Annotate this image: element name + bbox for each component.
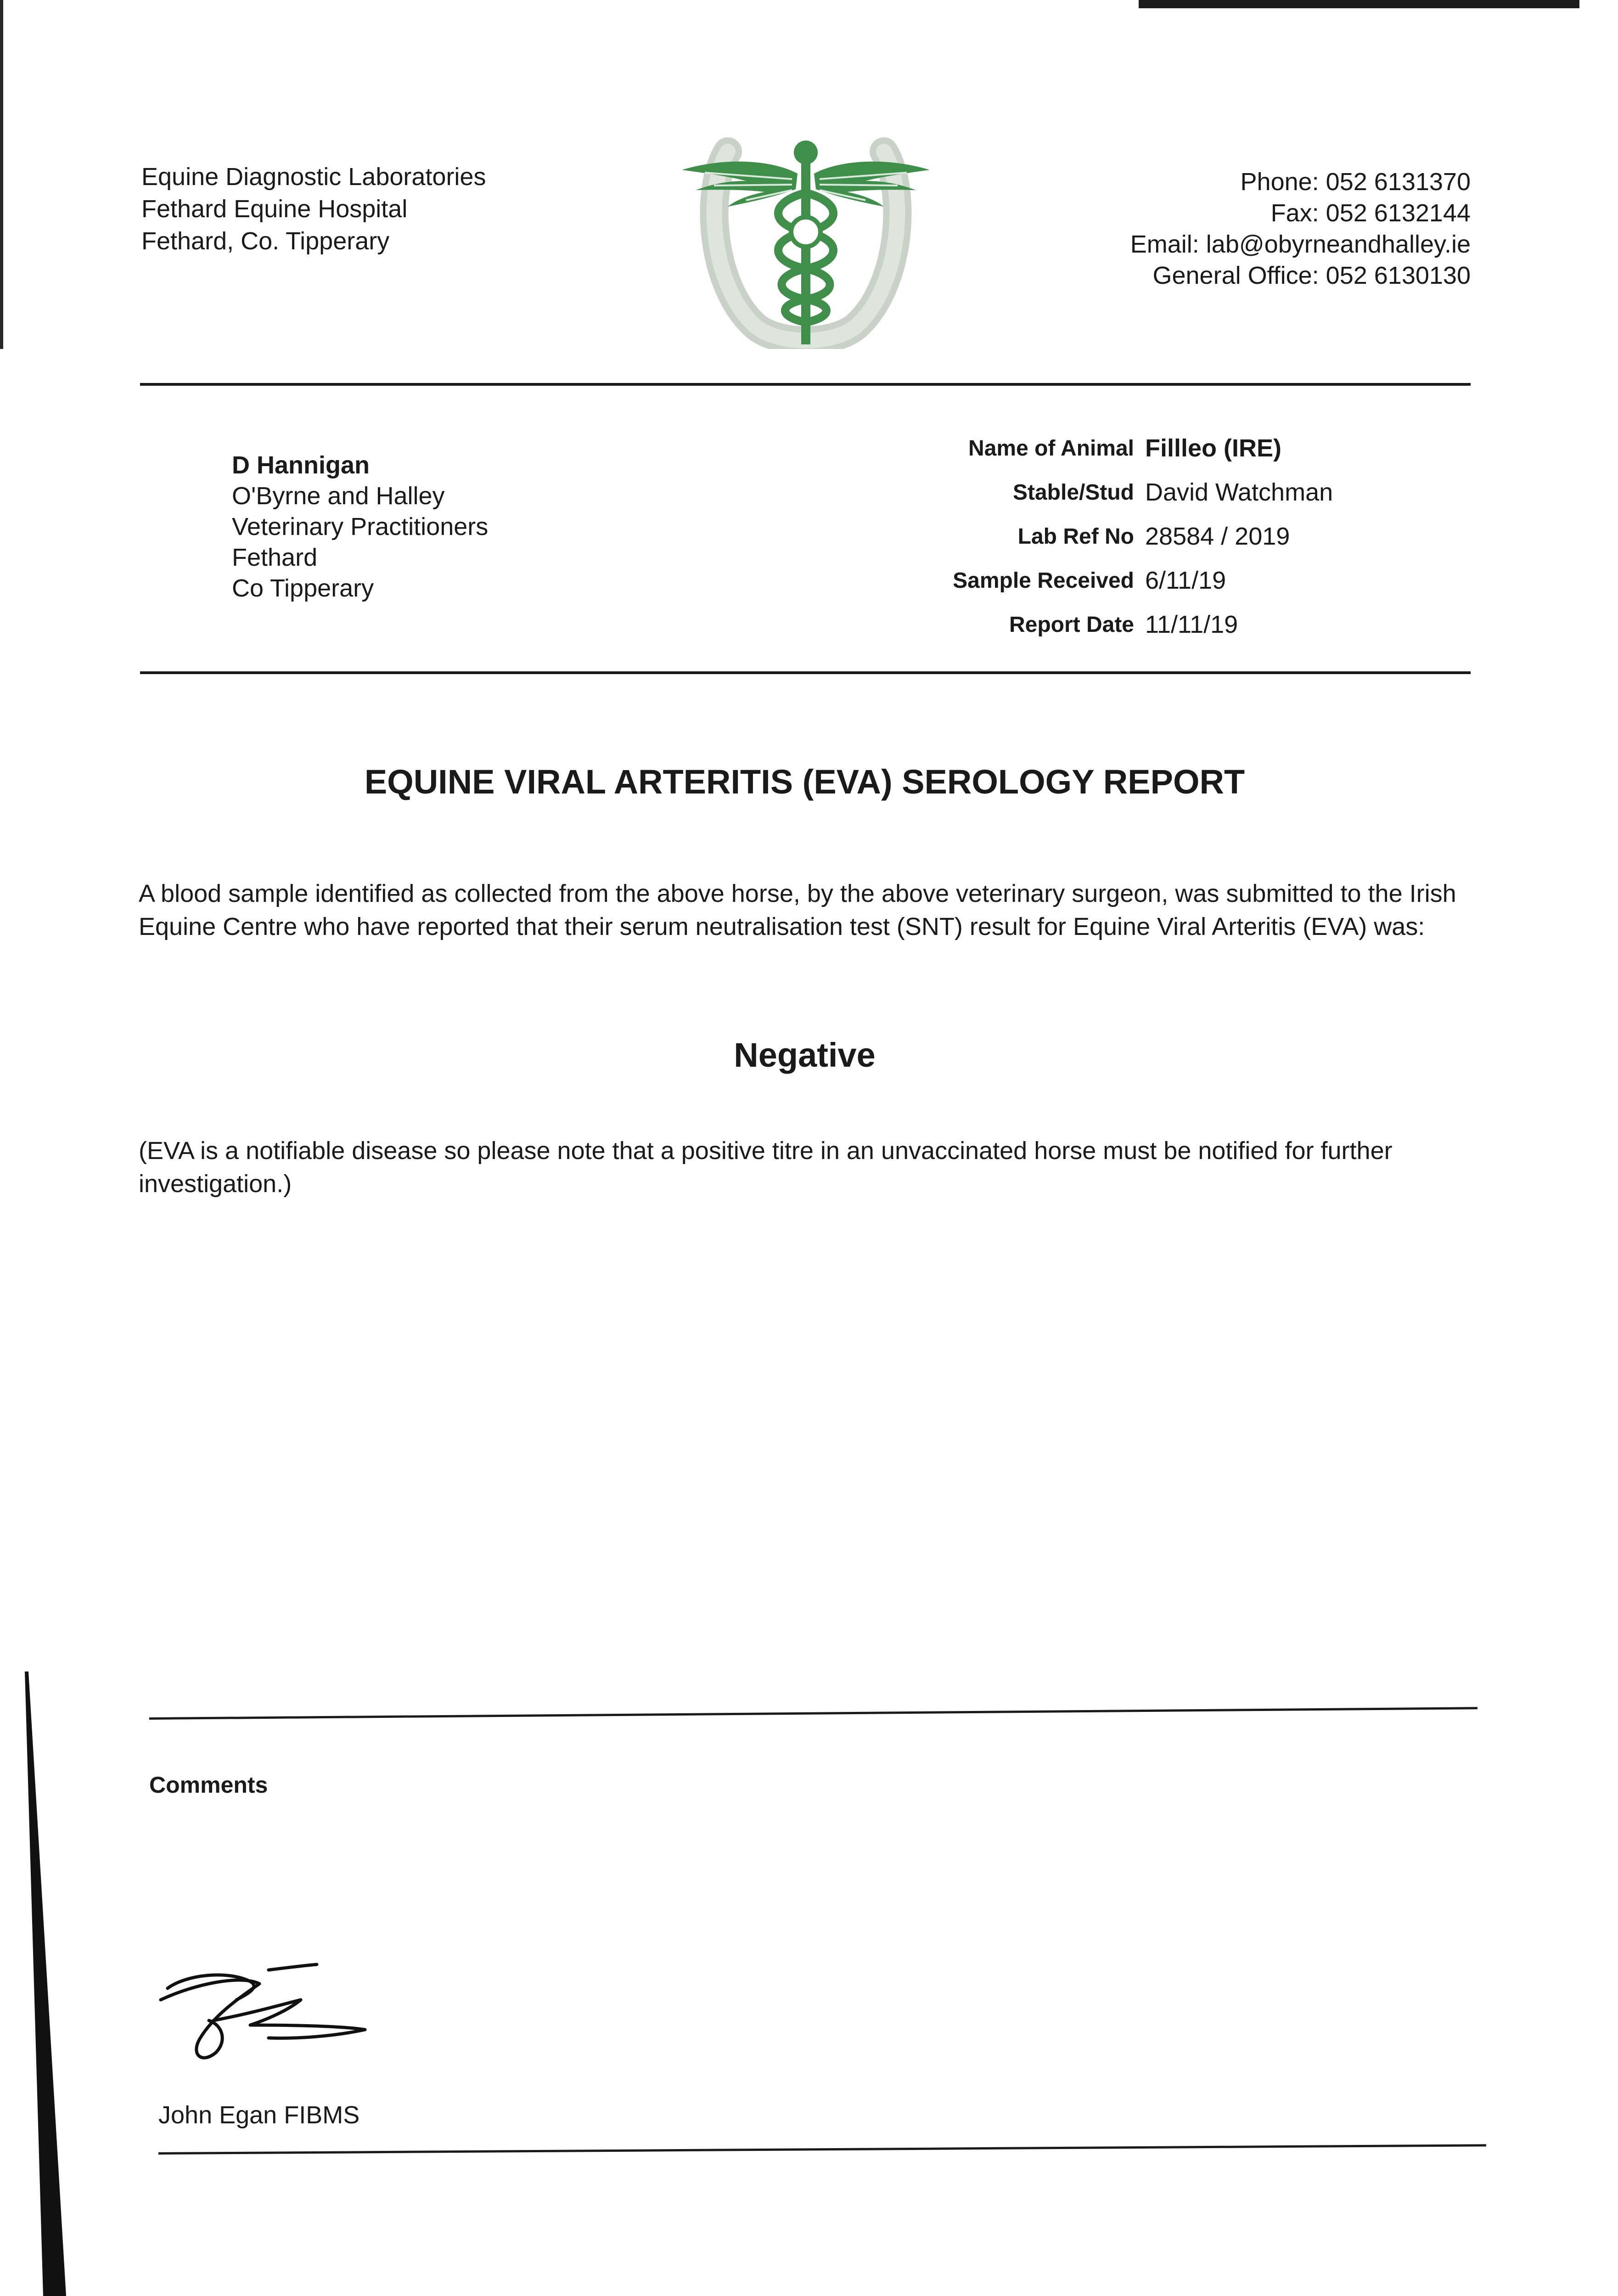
- comments-divider: [149, 1707, 1478, 1720]
- animal-name: Fillleo (IRE): [1145, 434, 1281, 462]
- recipient-line: Veterinary Practitioners: [232, 513, 489, 540]
- lab-name: Equine Diagnostic Laboratories: [141, 163, 486, 191]
- lab-ref-value: 28584 / 2019: [1145, 523, 1290, 550]
- test-result: Negative: [734, 1036, 876, 1074]
- report-paragraph: A blood sample identified as collected from the above horse, by the above veterinary surgeon, was submitted to the Irish Equine Centre who have reported that their serum neutralisation test (SNT) result for Equine Viral Arteritis (EVA) was:: [139, 880, 1456, 940]
- report-title: EQUINE VIRAL ARTERITIS (EVA) SEROLOGY REPORT: [364, 763, 1245, 801]
- signatory-name: John Egan FIBMS: [158, 2101, 360, 2129]
- detail-row-received: [872, 558, 1333, 602]
- report-date-value: 11/11/19: [1145, 611, 1238, 638]
- detail-label: Name of Animal: [968, 436, 1134, 461]
- scan-edge-left: [0, 0, 3, 349]
- lab-hospital: Fethard Equine Hospital: [141, 195, 408, 223]
- signature-image: [158, 1956, 383, 2076]
- lab-location: Fethard, Co. Tipperary: [141, 227, 390, 255]
- detail-label: Report Date: [1009, 612, 1134, 637]
- comments-label: Comments: [149, 1772, 268, 1798]
- recipient-address: [232, 450, 488, 604]
- sample-details: [872, 426, 1333, 647]
- header-divider: [140, 383, 1471, 386]
- scan-binding-edge: [25, 1671, 66, 2296]
- recipient-name: D Hannigan: [232, 451, 370, 479]
- contact-info: [1056, 166, 1471, 291]
- signature-divider: [158, 2144, 1486, 2155]
- recipient-line: Fethard: [232, 544, 318, 571]
- contact-email: Email: lab@obyrneandhalley.ie: [1130, 231, 1471, 258]
- caduceus-horseshoe-logo-icon: [677, 133, 934, 349]
- recipient-line: Co Tipperary: [232, 574, 374, 602]
- detail-label: Stable/Stud: [1012, 480, 1134, 505]
- details-divider: [140, 671, 1471, 674]
- detail-label: Sample Received: [953, 568, 1134, 593]
- stable-value: David Watchman: [1145, 478, 1333, 506]
- contact-fax: Fax: 052 6132144: [1270, 199, 1471, 227]
- contact-phone: Phone: 052 6131370: [1240, 168, 1471, 196]
- detail-row-report-date: [872, 602, 1333, 647]
- detail-row-stable: [872, 470, 1333, 514]
- lab-address: [141, 161, 486, 257]
- scan-edge-top: [1139, 0, 1579, 8]
- detail-label: Lab Ref No: [1017, 524, 1134, 549]
- sample-received-value: 6/11/19: [1145, 567, 1226, 594]
- contact-office: General Office: 052 6130130: [1152, 262, 1471, 289]
- detail-row-labref: [872, 514, 1333, 558]
- recipient-line: O'Byrne and Halley: [232, 482, 445, 510]
- detail-row-animal: [872, 426, 1333, 470]
- notifiable-note: (EVA is a notifiable disease so please note that a positive titre in an unvaccinated horse must be notified for further investigation.): [139, 1137, 1393, 1198]
